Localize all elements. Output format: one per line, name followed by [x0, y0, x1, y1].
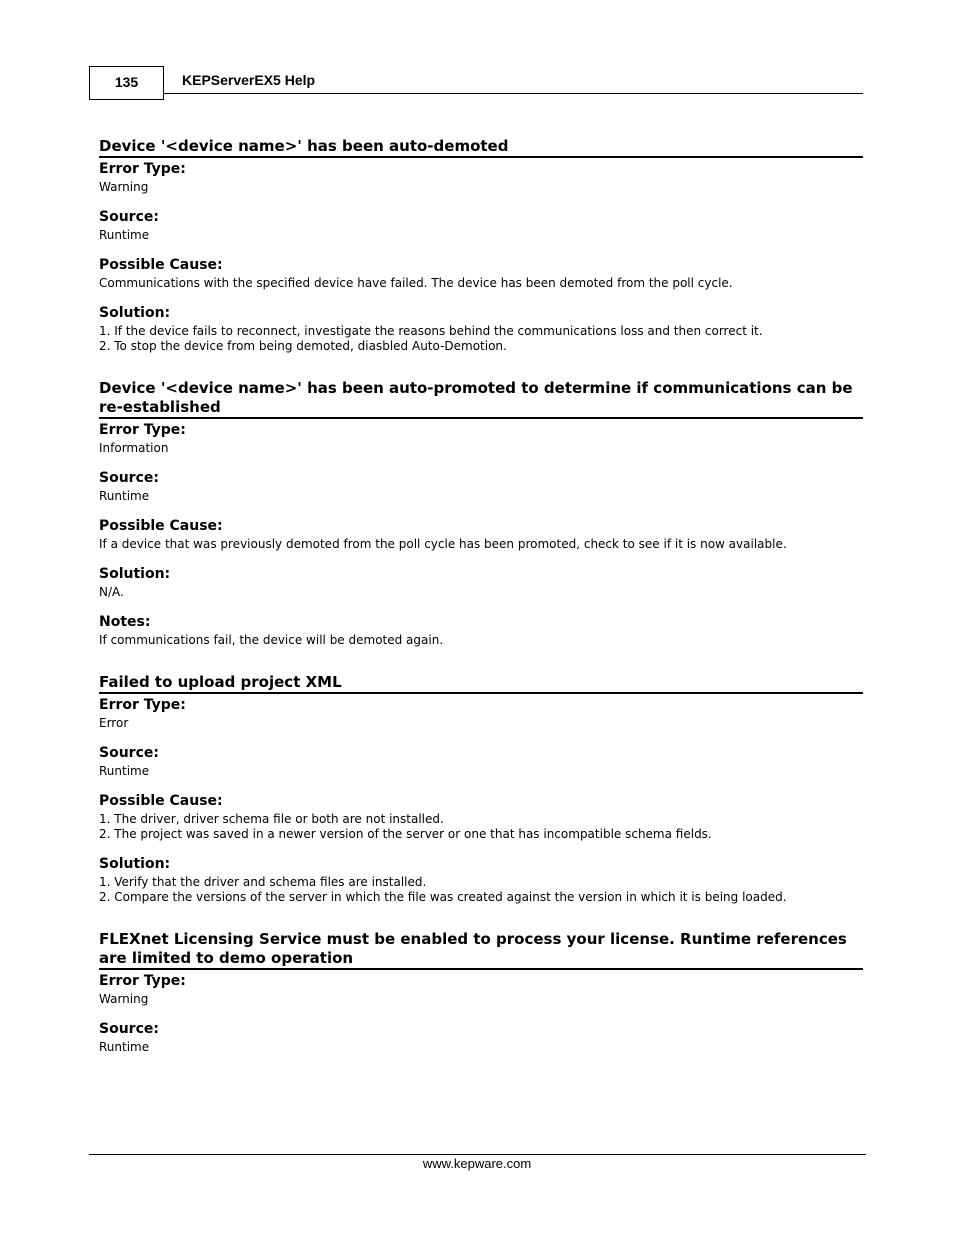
field-label: Notes: [99, 614, 151, 630]
error-section [99, 137, 863, 354]
footer-url: www.kepware.com [422, 1156, 532, 1171]
section-title: Failed to upload project XML [99, 673, 863, 694]
field-text [99, 585, 863, 600]
field-block [99, 614, 863, 648]
text-line: N/A. [99, 585, 124, 599]
field-block [99, 566, 863, 600]
field-block [99, 305, 863, 354]
field-text [99, 716, 863, 731]
text-line: If a device that was previously demoted from the poll cycle has been promoted, check to see if it is now available. [99, 537, 787, 551]
field-label: Error Type: [99, 161, 186, 177]
text-line: Warning [99, 992, 149, 1006]
field-label: Possible Cause: [99, 518, 223, 534]
section-title: Device '<device name>' has been auto-promoted to determine if communications can be re-established [99, 379, 863, 419]
text-line: Runtime [99, 1040, 150, 1054]
text-line: Information [99, 441, 169, 455]
field-text [99, 489, 863, 504]
document-title: KEPServerEX5 Help [182, 72, 316, 88]
field-text [99, 228, 863, 243]
text-line: Communications with the specified device have failed. The device has been demoted from the poll cycle. [99, 276, 733, 290]
header-divider [164, 93, 863, 94]
text-line: Runtime [99, 228, 150, 242]
field-block [99, 973, 863, 1007]
field-text [99, 180, 863, 195]
field-label: Solution: [99, 856, 171, 872]
text-line: Runtime [99, 764, 150, 778]
field-label: Error Type: [99, 973, 186, 989]
field-label: Source: [99, 745, 159, 761]
text-line: If communications fail, the device will be demoted again. [99, 633, 444, 647]
field-label: Source: [99, 209, 159, 225]
field-text [99, 633, 863, 648]
error-section [99, 673, 863, 905]
field-block [99, 209, 863, 243]
field-text [99, 875, 863, 905]
text-line: 2. The project was saved in a newer version of the server or one that has incompatible schema fields. [99, 827, 712, 841]
text-line: 1. Verify that the driver and schema files are installed. [99, 875, 427, 889]
field-label: Solution: [99, 305, 171, 321]
field-text [99, 992, 863, 1007]
field-text [99, 812, 863, 842]
field-block [99, 793, 863, 842]
field-block [99, 745, 863, 779]
field-label: Possible Cause: [99, 793, 223, 809]
page-number: 135 [89, 66, 164, 100]
page-content [99, 137, 863, 1080]
section-title: FLEXnet Licensing Service must be enabled to process your license. Runtime references are limited to demo operation [99, 930, 863, 970]
text-line: 2. To stop the device from being demoted, diasbled Auto-Demotion. [99, 339, 507, 353]
field-block [99, 257, 863, 291]
field-text [99, 441, 863, 456]
field-block [99, 856, 863, 905]
text-line: Runtime [99, 489, 150, 503]
field-text [99, 1040, 863, 1055]
text-line: Error [99, 716, 129, 730]
error-section [99, 379, 863, 648]
text-line: Warning [99, 180, 149, 194]
field-block [99, 1021, 863, 1055]
field-label: Source: [99, 1021, 159, 1037]
field-label: Possible Cause: [99, 257, 223, 273]
field-label: Error Type: [99, 422, 186, 438]
field-text [99, 764, 863, 779]
field-label: Source: [99, 470, 159, 486]
field-block [99, 697, 863, 731]
field-text [99, 537, 863, 552]
field-label: Solution: [99, 566, 171, 582]
error-section [99, 930, 863, 1055]
field-block [99, 470, 863, 504]
footer-divider [89, 1154, 866, 1155]
text-line: 2. Compare the versions of the server in which the file was created against the version in which it is being loaded. [99, 890, 787, 904]
text-line: 1. The driver, driver schema file or both are not installed. [99, 812, 444, 826]
field-label: Error Type: [99, 697, 186, 713]
field-block [99, 518, 863, 552]
field-text [99, 324, 863, 354]
section-title: Device '<device name>' has been auto-demoted [99, 137, 863, 158]
field-block [99, 422, 863, 456]
text-line: 1. If the device fails to reconnect, investigate the reasons behind the communications loss and then correct it. [99, 324, 763, 338]
field-text [99, 276, 863, 291]
field-block [99, 161, 863, 195]
